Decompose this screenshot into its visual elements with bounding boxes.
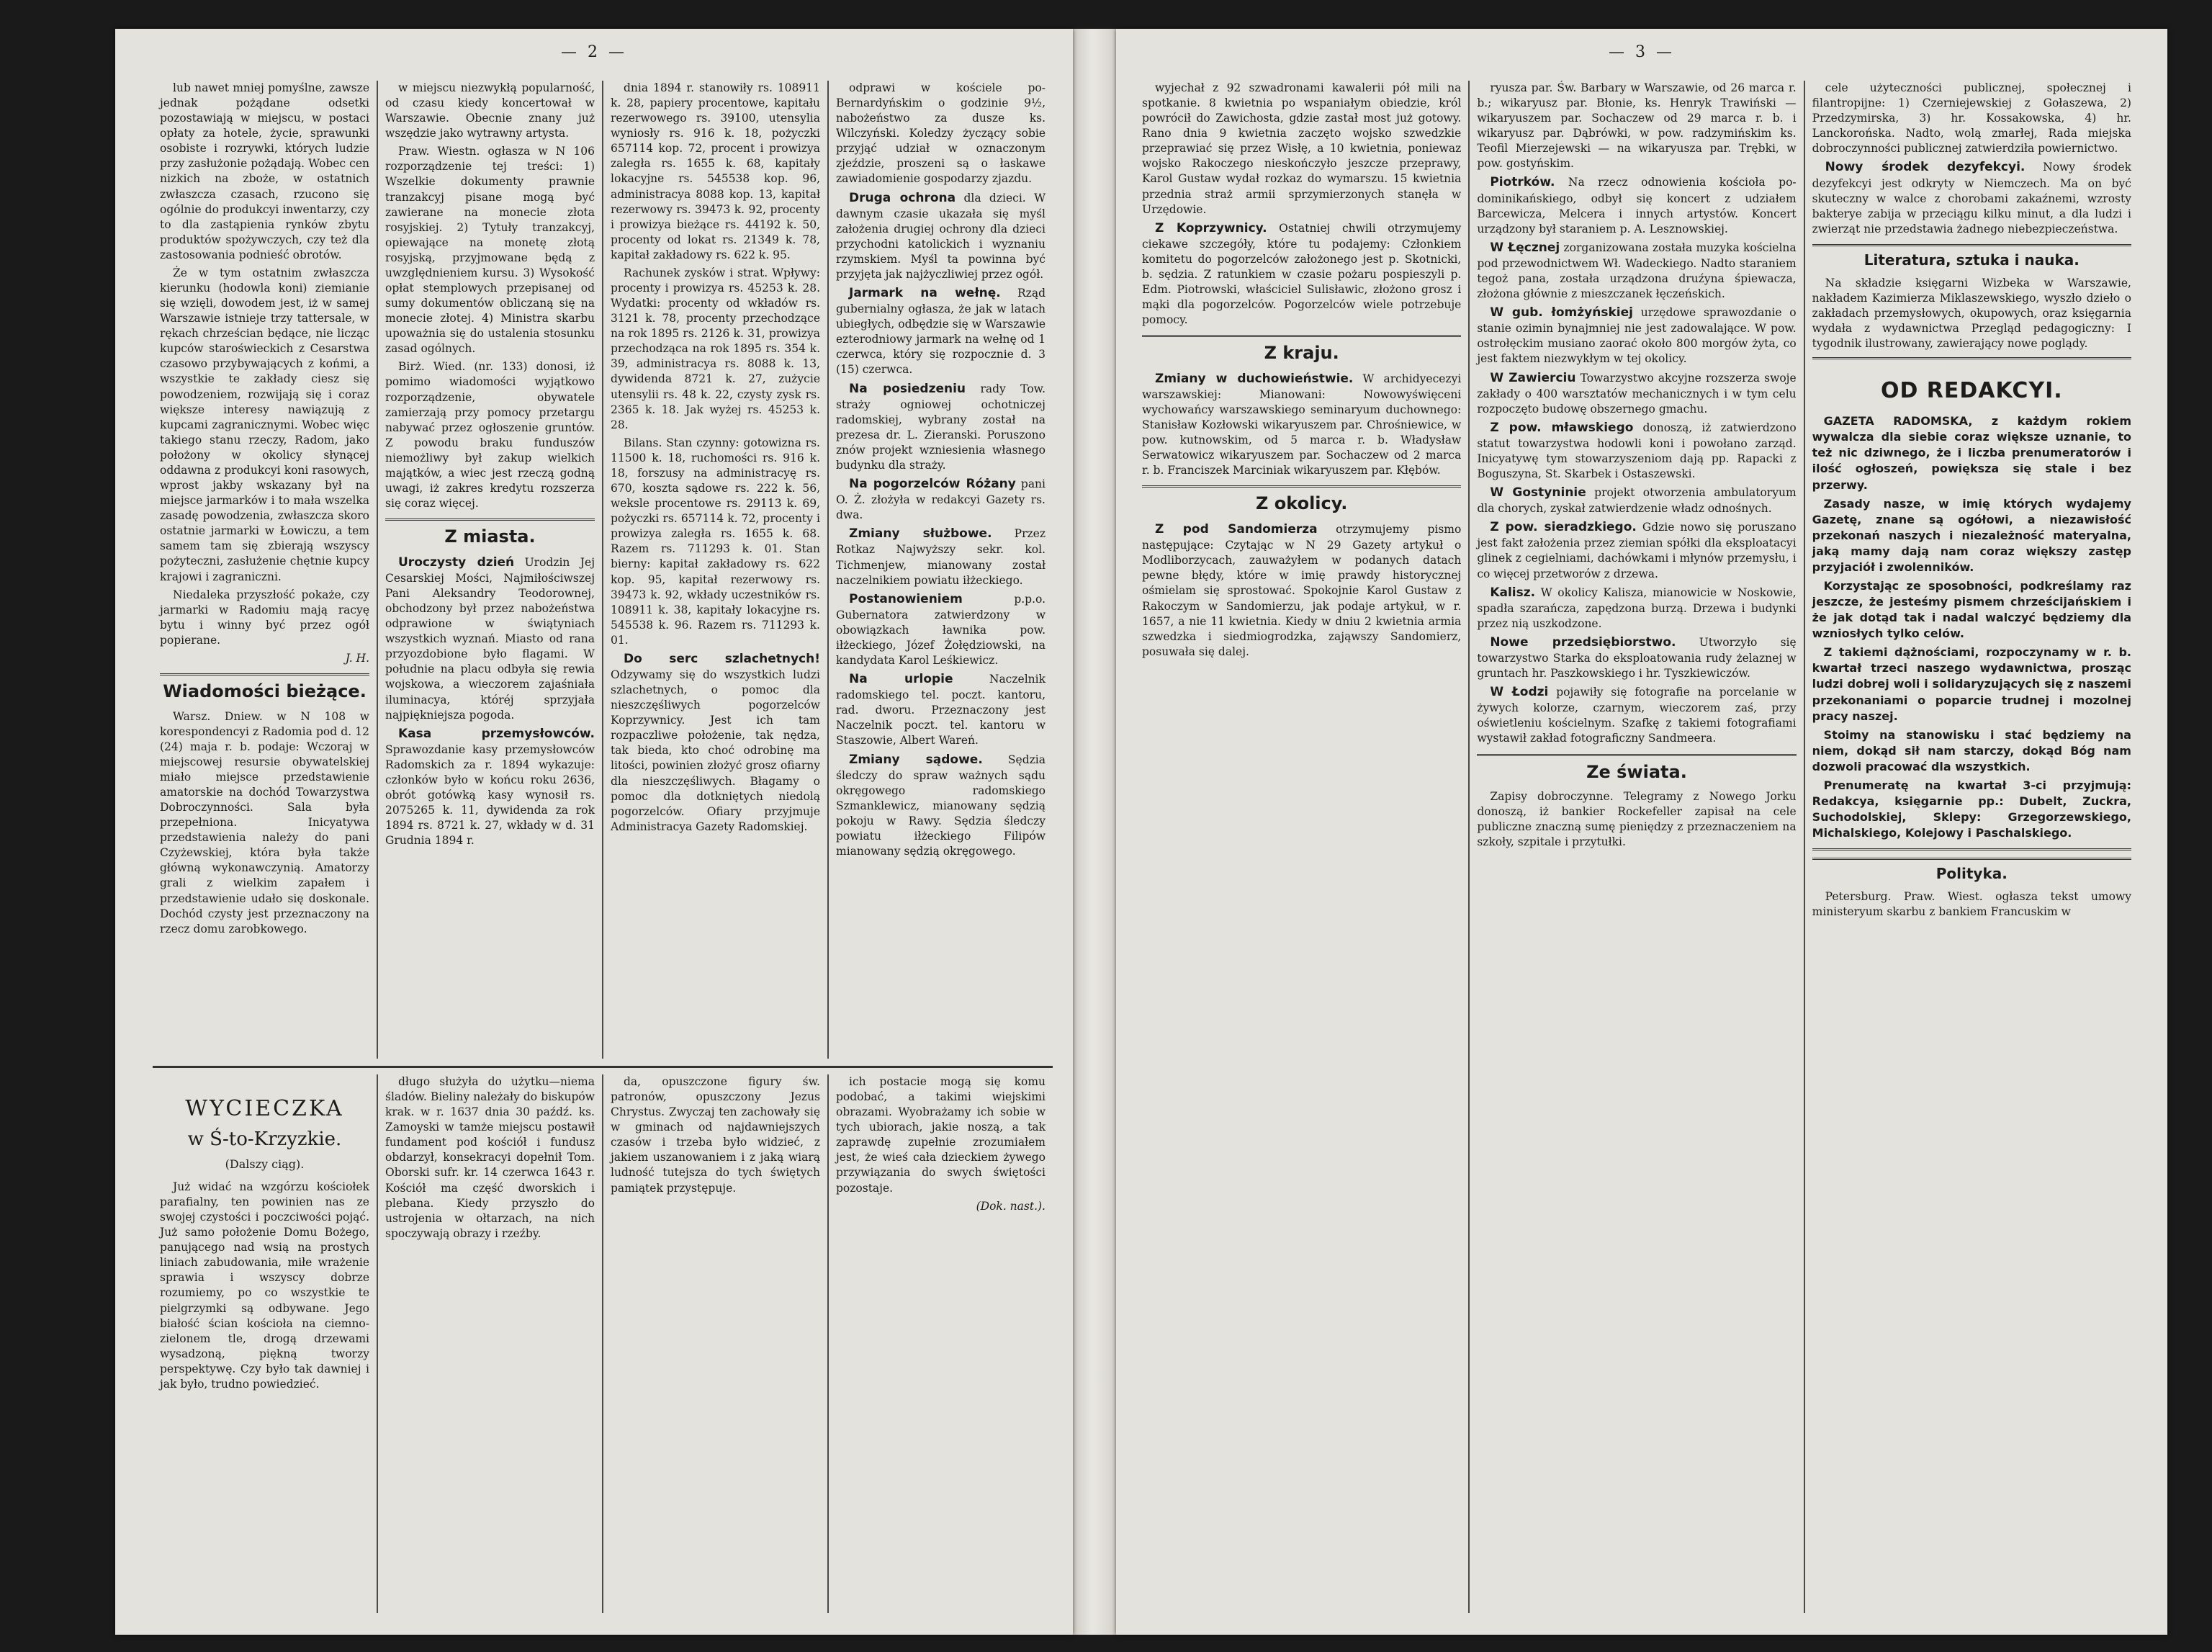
page-number: — 2 — — [561, 43, 627, 61]
section-heading: Z okolicy. — [1142, 485, 1461, 516]
paragraph — [836, 285, 1046, 378]
section-heading: Z miasta. — [385, 519, 595, 549]
paragraph — [385, 555, 595, 723]
paragraph: Praw. Wiestn. ogłasza w N 106 rozporządzenie tej treści: 1) Wszelkie dokumenty prawnie tranzakcyj pisane mogą być zawierane na monecie złota rosyjskiej. 2) Tytuły tranzakcyj, opiewające na monetę złotą rosyjską, przyjmowane będą z uwzględnieniem kursu. 3) Wysokość opłat stemplowych przepisanej od sumy dokumentów obliczaną się na monecie złotej. 4) Ministra skarbu upoważnia się do ustalenia stosunku zasad ogólnych. — [385, 145, 595, 356]
paragraph: Bilans. Stan czynny: gotowizna rs. 11500 k. 18, ruchomości rs. 916 k. 18, forszusy na administracyę rs. 670, koszta sądowe rs. 222 k. 56, weksle procentowe rs. 29113 k. 69, pożyczki rs. 657114 k. 72, procenty i prowizya zaległa rs. 1655 k. 68. Razem rs. 711293 k. 01. Stan bierny: kapitał zakładowy rs. 622 kop. 95, kapitał rezerwowy rs. 39473 k. 92, wkłady uczestników rs. 108911 k. 38, kapitały lokacyjne rs. 545538 k. 96. Razem rs. 711293 k. 01. — [611, 436, 820, 647]
paragraph: ryusza par. Św. Barbary w Warszawie, od 26 marca r. b.; wikaryusz par. Błonie, ks. Henryk Trawiński — wikaryuszem par. Sochaczew od 29 marca r. b. i wikaryusz par. Dąbrówki, w pow. radzymińskim ks. Teofil Mierzejewski — na wikaryusza par. Trębki, w pow. gostyńskim. — [1477, 81, 1797, 171]
item-heading: Z Koprzywnicy. — [1155, 220, 1267, 235]
column-1 — [1135, 81, 1468, 1613]
item-text: Gdzie nowo się poruszano jest fakt założenia przez ziemian spółki dla eksploatacyi glinek z cegielniami, dachówkami i młynów przemysłu, i co więcej przetworów z drzewa. — [1477, 521, 1797, 580]
item-text: otrzymujemy pismo następujące: Czytając w N 29 Gazety artykuł o Modliborzycach, zauważyłem w podanych datach pewne błędy, które w imię prawdy historycznej ośmielam się sprostować. Spokojnie Karol Gustaw z Rakoczym w Sandomierzu, jak podaje artykuł, w r. 1657, a nie 11 kwietnia. Kiedy w dniu 2 kwietnia armia szwedzka i siedmiogrodzka, zająwszy Sandomierz, posuwała się dalej. — [1142, 523, 1462, 658]
item-text: Urodzin Jej Cesarskiej Mości, Najmiłościwszej Pani Aleksandry Teodorownej, obchodzony był przez nabożeństwa odprawione w świątyniach wszystkich wyznań. Miasto od rana przyozdobione było flagami. W południe na placu odbyła się rewia wojskowa, a wieczorem zajaśniała iluminacya, któréj sprzyjała najpiękniejsza pogoda. — [385, 555, 595, 722]
paragraph: cele użyteczności publicznej, społecznej i filantropijne: 1) Czerniejewskiej z Gołaszewa, 2) Przedzymirska, 3) hr. Kossakowska, 4) hr. Lanckorońska. Nadto, wolą zmarłej, Rada miejska dobroczynności publicznej zatwierdziła powiernictwo. — [1812, 81, 2131, 156]
paragraph — [1142, 521, 1461, 660]
column-3 — [602, 81, 827, 1059]
paragraph: da, opuszczone figury św. patronów, opuszczony Jezus Chrystus. Zwyczaj ten zachowały się w gminach od najdawniejszych czasów i trzeba było widzieć, z jakiem uszanowaniem i z jaką wiarą ludność tutejsza do tych świętych pamiątek przystępuje. — [611, 1075, 820, 1195]
editorial-body — [1812, 413, 2131, 841]
paragraph — [836, 591, 1046, 668]
item-text: Towarzystwo akcyjne rozszerza swoje zakłady o 400 warsztatów mechanicznych i w tym celu rozpoczęto budowę obszernego gmachu. — [1477, 371, 1797, 416]
paragraph: wyjechał z 92 szwadronami kawalerii pół mili na spotkanie. 8 kwietnia po wspaniałym obiedzie, król powrócił do Zawichosta, gdzie zastał most już gotowy. Rano dnia 9 kwietnia zaczęto wojsko szwedzkie przeprawiać się przez Wisłę, a 10 kwietnia, poniewaz wojsko Rakoczego nieskończyło jeszcze przeprawy, Karol Gustaw wydał rozkaz do wymarszu. 15 kwietnia przednia straż armii sprzymierzonych stanęła w Urzędowie. — [1142, 81, 1462, 216]
columns-right — [1135, 81, 2139, 1613]
editorial-title: OD REDAKCYI. — [1880, 378, 2063, 404]
item-text: Sędzia śledczy do spraw ważnych sądu okręgowego radomskiego Szmanklewicz, mianowany sędzią pokoju w Rawy. Sędzia śledczy powiatu iłżeckiego Filipów mianowany sędzią okręgowego. — [836, 753, 1046, 858]
section-heading: Wiadomości bieżące. — [160, 673, 369, 704]
item-text: Na rzecz odnowienia kościoła po-dominikańskiego, odbył się koncert z udziałem Barcewicza, Melcera i innych artystów. Koncert urządzony był staraniem p. A. Lesznowskiej. — [1477, 176, 1797, 235]
item-text: Ostatniej chwili otrzymujemy ciekawe szczegóły, które tu podajemy: Członkiem komitetu do pogorzelców założonego jest p. Skotnicki, b. sędzia. Z ratunkiem w czasie pożaru pospieszyli p. Edm. Piotrowski, właściciel Sulisławic, złożono grosz i mąki dla pogorzelców. Pogorzelców wiele potrzebuje pomocy. — [1142, 221, 1462, 327]
paragraph — [1477, 634, 1796, 681]
item-heading: Nowy środek dezyfekcyi. — [1825, 160, 2026, 175]
paragraph: dnia 1894 r. stanowiły rs. 108911 k. 28, papiery procentowe, kapitału rezerwowego rs. 39100, utensylia wyniosły rs. 916 k. 18, pożyczki 657114 kop. 72, procent i prowizya zaległa rs. 1655 k. 68, kapitały lokacyjne rs. 545538 kop. 96, administracya 8088 kop. 13, kapitał rezerwowy rs. 39473 k. 92, procenty i prowizya bieżące rs. 44192 k. 50, procenty od lokat rs. 21349 k. 78, kapitał zakładowy rs. 622 k. 95. — [611, 81, 820, 261]
item-heading: W gub. łomżyńskiej — [1490, 305, 1633, 320]
item-text: Sprawozdanie kasy przemysłowców Radomskich za r. 1894 wykazuje: członków było w końcu roku 2636, obrót gotówką kasy wynosił rs. 2075265 k. 11, dywidenda za rok 1894 rs. 8721 k. 27, wkłady w d. 31 Grudnia 1894 r. — [385, 742, 595, 848]
item-heading: Zmiany w duchowieństwie. — [1155, 371, 1354, 386]
item-text: dla dzieci. W dawnym czasie ukazała się myśl założenia drugiej ochrony dla dzieci przychodni katolickich i wyznaniu rzymskiem. Myśl ta powinna być przyjęta jak najżyczliwiej przez ogół. — [836, 191, 1046, 281]
item-heading: Z pod Sandomierza — [1155, 522, 1318, 537]
item-text: zorganizowana została muzyka kościelna pod przewodnictwem Wł. Wadeckiego. Nadto staraniem tegoż pana, została urządzona druźyna śpiewacza, złożona głównie z mieszczanek łęczeńskich. — [1477, 241, 1797, 301]
item-heading: W Łodzi — [1490, 685, 1549, 700]
item-text: projekt otworzenia ambulatoryum dla chorych, zyskał zatwierdzenie władz odnośnych. — [1477, 486, 1797, 516]
item-text: Odzywamy się do wszystkich ludzi szlachetnych, o pomoc dla nieszczęśliwych pogorzelców Koprzywnicy. Jest ich tam rozpaczliwe położenie, tak nędza, tak bieda, kto choć odrobinę ma litości, powinien złożyć grosz ofiarny dla nieszczęśliwych. Błagamy o pomoc dla dotkniętych niedolą pogorzelców. Ofiary przyjmuje Administracya Gazety Radomskiej. — [611, 668, 820, 833]
page-gutter — [1073, 29, 1116, 1635]
item-heading: Zmiany służbowe. — [849, 526, 992, 542]
paragraph: długo służyła do użytku—niema śladów. Bieliny należały do biskupów krak. w r. 1637 dnia 30 paźdź. ks. Zamoyski w tamże miejscu postawił fundament pod kościół i fundusz obdarzył, konsekracyi dopełnił Tom. Oborski sufr. kr. 14 czerwca 1643 r. Kościół ma część dworskich i plebana. Kiedy przyszło do ustrojenia w ołtarzach, na nich spoczywają obrazy i rzeźby. — [385, 1075, 595, 1240]
column-4 — [827, 81, 1053, 1059]
editorial-box — [1812, 357, 2131, 850]
item-heading: Kalisz. — [1490, 585, 1536, 600]
paragraph: odprawi w kościele po-Bernardyńskim o godzinie 9½, nabożeństwo za dusze ks. Wilczyński. Koledzy życzący sobie przyjąć udział w oznaczonym zjeździe, proszeni są o łaskawe zawiadomienie gospodarzy zjazdu. — [836, 81, 1046, 186]
paragraph: Korzystając ze sposobności, podkreślamy raz jeszcze, że jesteśmy pismem chrześcijańskiem i że jak dotąd tak i nadal walczyć będziemy dla wzniosłych tylko celów. — [1812, 578, 2131, 641]
item-text: pani O. Ż. złożyła w redakcyi Gazety rs. dwa. — [836, 477, 1046, 522]
feuilleton-column-2 — [377, 1074, 602, 1613]
feuilleton-column-1 — [153, 1074, 377, 1613]
paragraph — [1477, 585, 1796, 632]
paragraph — [1477, 174, 1796, 236]
paragraph: Niedaleka przyszłość pokaże, czy jarmarki w Radomiu mają racyę bytu i winny być przez ogół popierane. — [160, 588, 369, 647]
paragraph — [1142, 220, 1461, 328]
author-signature: J. H. — [345, 651, 369, 665]
paragraph — [1142, 371, 1461, 479]
paragraph: Że w tym ostatnim zwłaszcza kierunku (hodowla koni) ziemianie się wzięli, dowodem jest, iż w samej Warszawie istnieje trzy tattersale, w rękach chrześcian będące, nie licząc kupców staroświeckich z Cesarstwa czasowo przybywających z końmi, a wszystkie te zakłady ciesz się powodzeniem, rozwijają się i coraz większe interesy nawiązują z kupcami zagranicznymi. Wobec więc takiego stanu rzeczy, Radom, jako położony w okolicy słynącej oddawna z produkcyi koni rasowych, wprost jakby wskazany był na miejsce jarmarków i to mała wszelka zasadę powodzenia, zwłaszcza skoro ostatnie jarmarki w Łowiczu, a tem samem tam się zbierają wszyscy pożyteczni, zasłużenie chętnie kupcy krajowi i zagraniczni. — [160, 266, 369, 583]
item-heading: Uroczysty dzień — [398, 555, 515, 570]
paragraph — [836, 476, 1046, 523]
item-heading: Z pow. mławskiego — [1490, 420, 1634, 435]
paragraph: Zapisy dobroczynne. Telegramy z Nowego Jorku donoszą, iż bankier Rockefeller zapisał na cele publiczne znaczną sumę pieniędzy z przeznaczeniem na szkoły, szpitale i przytułki. — [1477, 790, 1797, 849]
item-text: Rząd gubernialny ogłasza, że jak w latach ubiegłych, odbędzie się w Warszawie ezterodniowy jarmark na wełnę od 1 czerwca, który się rozpocznie d. 3 (15) czerwca. — [836, 287, 1046, 377]
paragraph — [1477, 485, 1796, 516]
paragraph: Stoimy na stanowisku i stać będziemy na niem, dokąd sił nam starczy, dokąd Bóg nam dozwoli pracować dla wszystkich. — [1812, 727, 2131, 773]
item-heading: Kasa przemysłowców. — [398, 726, 595, 741]
item-text: Utworzyło się towarzystwo Starka do eksploatowania rudy żelaznej w gruntach hr. Paszkowskiego i hr. Tyszkiewiczów. — [1477, 635, 1797, 681]
paragraph: Warsz. Dniew. w N 108 w korespondencyi z Radomia pod d. 12 (24) maja r. b. podaje: Wczoraj w miejscowej resursie obywatelskiej miało miejsce przedstawienie amatorskie na dochód Towarzystwa Dobroczynności. Sala była przepełniona. Inicyatywa przedstawienia należy do pani Czyżewskiej, która była także główną wykonawczynią. Amatorzy grali z wielkim zapałem i przedstawienie udało się doskonale. Dochód czysty jest przeznaczony na rzecz domu zarobkowego. — [160, 709, 369, 935]
paragraph — [1477, 240, 1796, 302]
item-text: W okolicy Kalisza, mianowicie w Noskowie, spadła szarańcza, zapędzona burzą. Drzewa i budynki przez nią uszkodzone. — [1477, 585, 1797, 630]
paragraph: Prenumeratę na kwartał 3-ci przyjmują: Redakcya, księgarnie pp.: Dubelt, Zuckra, Suchodolskiej, Sklepy: Grzegorzewskiego, Michalskiego, Kolejowy i Paschalskiego. — [1812, 778, 2131, 840]
paragraph: Już widać na wzgórzu kościołek parafialny, ten powinien nas ze swojej czystości i poczciwości pojąć. Już samo położenie Domu Bożego, panującego nad wsią na prostych liniach zabudowania, miłe wrażenie sprawia i wszyscy dobrze rozumiemy, po co wszystkie te pielgrzymki są odbywane. Jego białość ścian kościoła na ciemno-zielonem tle, drogą drzewami wysadzoną, piękną tworzy perspektywę. Czy było tak dawniej i jak było, trudno powiedzieć. — [160, 1180, 369, 1391]
section-heading: Polityka. — [1812, 858, 2131, 884]
paragraph — [836, 381, 1046, 474]
feuilleton-continued: (Dalszy ciąg). — [225, 1157, 305, 1172]
paragraph: GAZETA RADOMSKA, z każdym rokiem wywalcza dla siebie coraz większe uznanie, to też nic dziwnego, że i liczba prenumeratorów i ilość ogłoszeń, powiększa się stale i bez przerwy. — [1812, 414, 2131, 492]
column-3 — [1804, 81, 2139, 1613]
paragraph: ich postacie mogą się komu podobać, a takimi wiejskimi obrazami. Wyobrażamy ich sobie w tych ubiorach, jakie noszą, a tak zaprawdę zupełnie zrozumiałem jest, że wieś cała dzieckiem żywego przywiązania do swych świętości pozostaje. — [836, 1075, 1046, 1195]
item-text: Przez Rotkaz Najwyższy sekr. kol. Tichmenjew, mianowany został naczelnikiem powiatu iłżeckiego. — [836, 527, 1046, 587]
paragraph — [1812, 159, 2131, 236]
paragraph: Birż. Wied. (nr. 133) donosi, iż pomimo wiadomości wyjątkowo rozporządzenie, obywatele zamierzają przy pomocy przetargu nabywać przez ogłoszenie gruntów. Z powodu braku funduszów niemożliwy był zakup wielkich majątków, a wiec jest rzeczą godną uwagi, iż zakres kredytu rozszerza się coraz więcej. — [385, 360, 595, 511]
paragraph — [836, 190, 1046, 283]
paragraph — [1477, 519, 1796, 581]
paragraph: Rachunek zysków i strat. Wpływy: procenty i prowizya rs. 45253 k. 28. Wydatki: procenty od wkładów rs. 3121 k. 78, procenty przechodzące na rok 1895 rs. 2126 k. 31, prowizya przechodząca na rok 1895 rs. 354 k. 39, administracya rs. 8088 k. 13, dywidenda 8721 k. 27, zużycie utensylii rs. 48 k. 22, czysty zysk rs. 2365 k. 18. Jak wyżej rs. 45253 k. 28. — [611, 266, 820, 431]
section-heading: Z kraju. — [1142, 335, 1461, 365]
section-heading: Ze świata. — [1477, 754, 1796, 784]
paragraph: Na składzie księgarni Wizbeka w Warszawie, nakładem Kazimierza Miklaszewskiego, wyszło dzieło o zakładach przemysłowych, okupowych, oraz księgarnia wydała z wydawnictwa Przegląd pedagogiczny: I tygodnik ilustrowany, zawierający nowe poglądy. — [1812, 277, 2131, 351]
feuilleton-column-4 — [827, 1074, 1053, 1613]
item-text: urzędowe sprawozdanie o stanie ozimin bynajmniej nie jest zadowalające. W pow. ostrołęckim musiano zaorać około 800 morgów żyta, co jest faktem niezwykłym w tej okolicy. — [1477, 306, 1797, 366]
paragraph: Z takiemi dążnościami, rozpoczynamy w r. b. kwartał trzeci naszego wydawnictwa, prosząc ludzi dobrej woli i solidaryzujących się z naszemi przekonaniami o poparcie trudnej i mozolnej pracy naszej. — [1812, 645, 2131, 723]
item-text: p.p.o. Gubernatora zatwierdzony w obowiązkach ławnika pow. iłżeckiego, Józef Żołędziowski, na kandydata Karol Leśkiewicz. — [836, 592, 1046, 667]
item-heading: Na pogorzelców Różany — [849, 477, 1016, 492]
item-heading: Piotrków. — [1490, 175, 1555, 190]
to-be-continued: (Dok. nast.). — [976, 1199, 1046, 1213]
paragraph — [385, 726, 595, 849]
item-heading: Jarmark na wełnę. — [849, 286, 1001, 301]
feuilleton-subtitle: w Ś-to-Krzyzkie. — [187, 1128, 342, 1150]
feuilleton-columns — [153, 1074, 1053, 1613]
columns-left — [153, 81, 1053, 1059]
paragraph — [836, 526, 1046, 588]
item-heading: Postanowieniem — [849, 591, 963, 606]
item-text: Nowy środek dezyfekcyi jest odkryty w Niemczech. Ma on być skuteczny w walce z chorobami zakaźnemi, wzrosty bakterye zabija w przeciągu kilku minut, a dla ludzi i zwierząt nie przedstawia żadnego niebezpieczeństwa. — [1812, 161, 2131, 235]
item-text: donoszą, iż zatwierdzono statut towarzystwa hodowli koni i powołano zarząd. Inicyatywę tym stowarzyszeniom dają pp. Rapacki z Boguszyna, St. Skarbek i Ostaszewski. — [1477, 421, 1797, 481]
paragraph — [1477, 684, 1796, 746]
column-2 — [377, 81, 602, 1059]
paragraph — [611, 651, 820, 835]
column-1 — [153, 81, 377, 1059]
item-heading: W Łęcznej — [1490, 240, 1560, 255]
item-text: rady Tow. straży ogniowej ochotniczej radomskiej, wybrany został na prezesa dr. L. Zieranski. Poruszono znów projekt wzniesienia własnego budynku dla straży. — [836, 382, 1046, 472]
item-heading: W Gostyninie — [1490, 485, 1586, 500]
feuilleton-column-3 — [602, 1074, 827, 1613]
item-heading: Na posiedzeniu — [849, 381, 966, 396]
item-text: W archidyecezyi warszawskiej: Mianowani: Nowowyświęceni wychowańcy warszawskiego seminaryum duchownego: Stanisław Kozłowski wikaryuszem par. Chrośniewice, w pow. kutnowskim, od 5 marca r. b. Władysław Serwatowicz wikaryuszem par. Sochaczew od 2 marca r. b. Franciszek Marciniak wikaryuszem par. Kłębów. — [1142, 372, 1462, 477]
paragraph: Petersburg. Praw. Wiest. ogłasza tekst umowy ministeryum skarbu z bankiem Francuskim w — [1812, 890, 2131, 919]
column-2 — [1468, 81, 1803, 1613]
newspaper-page-right — [1116, 29, 2167, 1635]
paragraph: w miejscu niezwykłą popularność, od czasu kiedy koncertował w Warszawie. Obecnie znany już wszędzie jako wytrawny artysta. — [385, 81, 595, 140]
paragraph — [836, 671, 1046, 748]
newspaper-page-left — [115, 29, 1073, 1635]
feuilleton-title: WYCIECZKA — [185, 1096, 344, 1121]
item-heading: Druga ochrona — [849, 190, 956, 205]
item-heading: Zmiany sądowe. — [849, 752, 983, 767]
item-heading: Z pow. sieradzkiego. — [1490, 520, 1637, 535]
paragraph — [836, 752, 1046, 860]
section-heading: Literatura, sztuka i nauka. — [1812, 244, 2131, 270]
paragraph: lub nawet mniej pomyślne, zawsze jednak pożądane odsetki pozostawiają w miejscu, w postaci opłaty za hotele, życie, sprawunki osobiste i rozrywki, których ludzie przy zasłużonie pożądają. Wobec cen nizkich na zboże, w ostatnich zwłaszcza czasach, rzucono się ogólnie do produkcyi inwentarzy, czy to dla zastąpienia rynków zbytu produktów spożywczych, czy też dla zastosowania podnieść obrotów. — [160, 81, 369, 261]
paragraph — [1477, 305, 1796, 367]
item-text: Naczelnik radomskiego tel. poczt. kantoru, rad. dworu. Przeznaczony jest Naczelnik poczt. tel. kantoru w Staszowie, Albert Wareń. — [836, 673, 1046, 748]
item-heading: Nowe przedsiębiorstwo. — [1490, 634, 1676, 650]
paragraph — [1477, 370, 1796, 417]
paragraph: Zasady nasze, w imię których wydajemy Gazetę, znane są ogółowi, a niezawisłość przekonań naszych i niezależność materyalna, jaką mamy dają nam coraz większy zastęp przyjaciół i zwolenników. — [1812, 496, 2131, 574]
item-heading: W Zawierciu — [1490, 370, 1576, 385]
feuilleton-divider — [153, 1066, 1053, 1068]
item-heading: Na urlopie — [849, 672, 953, 687]
item-text: pojawiły się fotografie na porcelanie w żywych kolorze, czarnym, wieczorem zaś, przy oświetleniu kościelnym. Szafkę z takiemi fotografiami wystawił zakład fotograficzny Sandmeera. — [1477, 686, 1797, 745]
item-heading: Do serc szlachetnych! — [624, 651, 820, 666]
page-number: — 3 — — [1609, 43, 1675, 61]
paragraph — [1477, 420, 1796, 482]
